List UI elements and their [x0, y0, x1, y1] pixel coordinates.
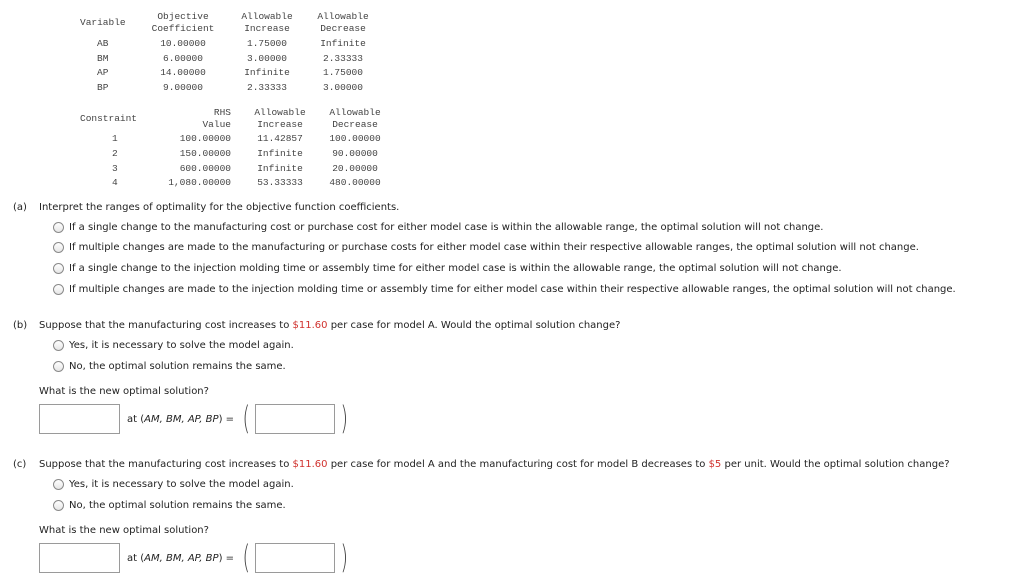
constraint-decrease: 90.00000 — [332, 148, 378, 159]
decrease-header-line1: Allowable — [317, 11, 369, 22]
part-c-left-paren: ( — [242, 538, 250, 576]
variable-increase: 2.33333 — [247, 82, 287, 93]
constraint-increase: 11.42857 — [257, 133, 303, 144]
variable-name: AB — [97, 38, 109, 49]
constraint-name: 3 — [112, 163, 118, 174]
part-b-objective-value-input[interactable] — [39, 404, 120, 434]
part-c-question-mid: per case for model A and the manufacturing cost for model B decreases to — [327, 459, 709, 470]
variable-decrease: 2.33333 — [323, 53, 363, 64]
part-b-yes-radio[interactable] — [53, 340, 64, 351]
part-c-right-paren: ) — [340, 538, 348, 576]
variable-coef: 14.00000 — [160, 67, 206, 78]
part-c-new-solution-prompt: What is the new optimal solution? — [39, 525, 209, 536]
variable-name: BM — [97, 53, 109, 64]
part-b-cost-value: $11.60 — [292, 320, 328, 331]
part-b-label: (b) — [13, 320, 28, 331]
constraint-rhs: 600.00000 — [179, 163, 231, 174]
part-c-label: (c) — [13, 459, 27, 470]
part-c-at-vars: AM, BM, AP, BP — [144, 553, 219, 564]
part-b-at-post: ) = — [218, 414, 235, 425]
constraint-increase: Infinite — [257, 163, 303, 174]
increase-header-line1: Allowable — [241, 11, 293, 22]
part-b-question-post: per case for model A. Would the optimal solution change? — [327, 320, 621, 331]
constraint-increase: Infinite — [257, 148, 303, 159]
part-a-option-3-label[interactable]: If a single change to the injection molding time or assembly time for either model case is within the allowable range, the optimal solution will not change. — [69, 263, 842, 274]
con-increase-header-line2: Increase — [257, 119, 303, 130]
constraint-decrease: 480.00000 — [329, 177, 381, 188]
variable-coef: 9.00000 — [163, 82, 203, 93]
part-c-yes-radio[interactable] — [53, 479, 64, 490]
part-c-at-pre: at ( — [127, 553, 145, 564]
part-a-option-4-radio[interactable] — [53, 284, 64, 295]
constraint-name: 1 — [112, 133, 118, 144]
part-c-question-post: per unit. Would the optimal solution change? — [721, 459, 950, 470]
constraint-name: 4 — [112, 177, 118, 188]
variable-name: AP — [97, 67, 109, 78]
variable-increase: 3.00000 — [247, 53, 287, 64]
con-decrease-header-line2: Decrease — [332, 119, 378, 130]
variable-name: BP — [97, 82, 109, 93]
objective-header-line1: Objective — [157, 11, 209, 22]
part-a-question: Interpret the ranges of optimality for the objective function coefficients. — [39, 202, 400, 213]
part-c-at-post: ) = — [218, 553, 235, 564]
part-a-option-1-label[interactable]: If a single change to the manufacturing cost or purchase cost for either model case is within the allowable range, the optimal solution will not change. — [69, 222, 824, 233]
part-a-option-2-radio[interactable] — [53, 242, 64, 253]
part-b-question-pre: Suppose that the manufacturing cost increases to — [39, 320, 293, 331]
variable-increase: Infinite — [244, 67, 290, 78]
part-a-option-1-radio[interactable] — [53, 222, 64, 233]
part-c-question-pre: Suppose that the manufacturing cost increases to — [39, 459, 293, 470]
part-c-no-label[interactable]: No, the optimal solution remains the same. — [69, 500, 286, 511]
part-a-option-4-label[interactable]: If multiple changes are made to the injection molding time or assembly time for either model case within their respective allowable ranges, the optimal solution will not change. — [69, 284, 956, 295]
constraint-rhs: 100.00000 — [179, 133, 231, 144]
variable-header: Variable — [80, 17, 126, 28]
part-c-cost-value-a: $11.60 — [292, 459, 328, 470]
part-c-solution-vector-input[interactable] — [255, 543, 335, 573]
variable-coef: 6.00000 — [163, 53, 203, 64]
con-increase-header-line1: Allowable — [254, 107, 306, 118]
constraint-header: Constraint — [80, 113, 138, 124]
part-b-solution-vector-input[interactable] — [255, 404, 335, 434]
part-b-at-vars: AM, BM, AP, BP — [144, 414, 219, 425]
part-a-option-3-radio[interactable] — [53, 263, 64, 274]
part-c-no-radio[interactable] — [53, 500, 64, 511]
constraint-increase: 53.33333 — [257, 177, 303, 188]
rhs-header-line1: RHS — [213, 107, 231, 118]
increase-header-line2: Increase — [244, 23, 290, 34]
constraint-rhs: 150.00000 — [179, 148, 231, 159]
rhs-header-line2: Value — [202, 119, 231, 130]
part-c-cost-value-b: $5 — [708, 459, 722, 470]
part-b-new-solution-prompt: What is the new optimal solution? — [39, 386, 209, 397]
part-a-label: (a) — [13, 202, 27, 213]
constraint-name: 2 — [112, 148, 118, 159]
part-c-at-label — [127, 553, 234, 565]
decrease-header-line2: Decrease — [320, 23, 366, 34]
part-b-at-pre: at ( — [127, 414, 145, 425]
part-c-yes-label[interactable]: Yes, it is necessary to solve the model again. — [69, 479, 294, 490]
constraint-decrease: 20.00000 — [332, 163, 378, 174]
part-b-at-label — [127, 414, 234, 426]
variable-coef: 10.00000 — [160, 38, 206, 49]
part-b-no-radio[interactable] — [53, 361, 64, 372]
variable-decrease: Infinite — [320, 38, 366, 49]
part-c-objective-value-input[interactable] — [39, 543, 120, 573]
variable-increase: 1.75000 — [247, 38, 287, 49]
part-a-option-2-label[interactable]: If multiple changes are made to the manufacturing or purchase costs for either model case within their respective allowable ranges, the optimal solution will not change. — [69, 242, 919, 253]
variable-decrease: 1.75000 — [323, 67, 363, 78]
variable-decrease: 3.00000 — [323, 82, 363, 93]
constraint-decrease: 100.00000 — [329, 133, 381, 144]
part-b-yes-label[interactable]: Yes, it is necessary to solve the model again. — [69, 340, 294, 351]
part-b-left-paren: ( — [242, 399, 250, 437]
part-b-right-paren: ) — [340, 399, 348, 437]
part-b-question — [39, 320, 620, 332]
part-c-question — [39, 459, 950, 471]
constraint-rhs: 1,080.00000 — [168, 177, 231, 188]
con-decrease-header-line1: Allowable — [329, 107, 381, 118]
part-b-no-label[interactable]: No, the optimal solution remains the same. — [69, 361, 286, 372]
objective-header-line2: Coefficient — [151, 23, 215, 34]
